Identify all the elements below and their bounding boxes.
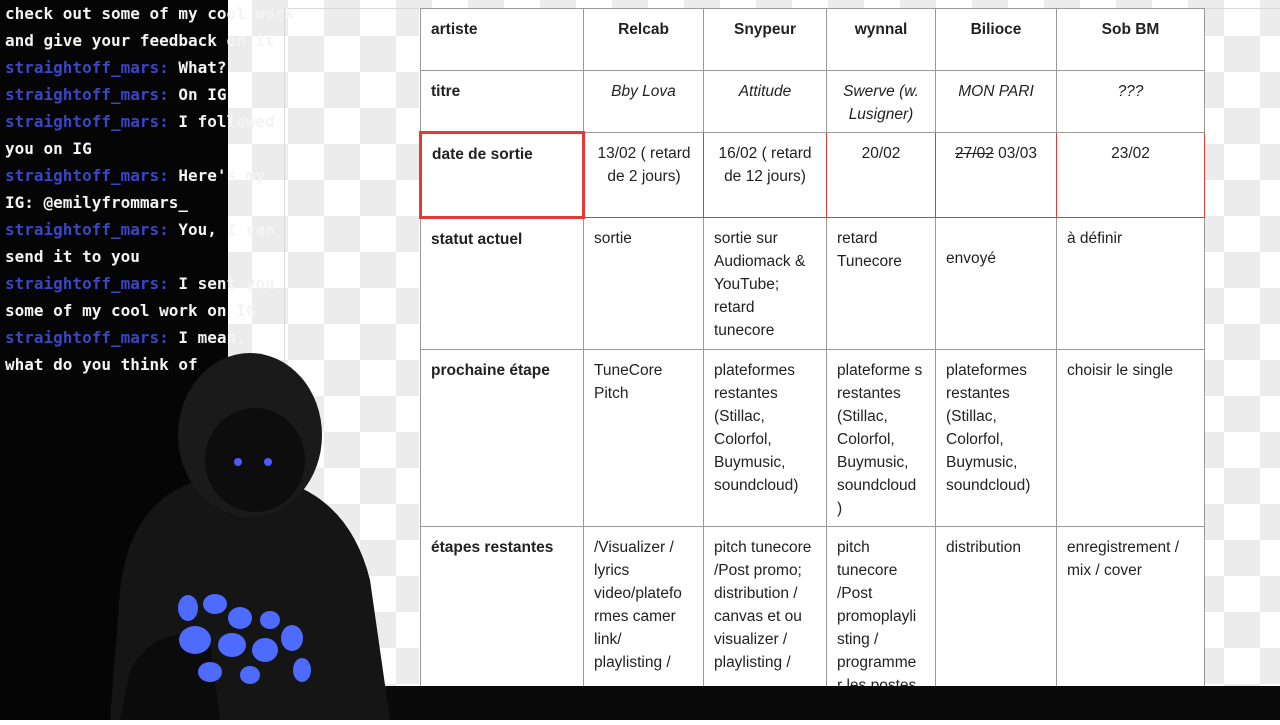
chat-text: I mean,: [168, 328, 246, 347]
table-cell[interactable]: ???: [1057, 71, 1205, 133]
chat-message: send it to you: [5, 247, 140, 266]
chat-username[interactable]: straightoff_mars:: [5, 58, 169, 77]
chat-message: what do you think of: [5, 355, 198, 374]
webcam-feed: [70, 340, 400, 720]
table-cell[interactable]: plateformes restantes (Stillac, Colorfol, Buymusic, soundcloud): [936, 350, 1057, 527]
chat-username[interactable]: straightoff_mars:: [5, 220, 169, 239]
table-row-date-de-sortie: [421, 133, 1205, 218]
chat-message: [0, 108, 350, 135]
chat-text: I sent you: [168, 274, 275, 293]
chat-text: You, I can: [168, 220, 275, 239]
header-cell-artiste[interactable]: artiste: [421, 9, 584, 71]
chat-username[interactable]: straightoff_mars:: [5, 274, 169, 293]
table-row-etapes-restantes: [421, 527, 1205, 704]
table-cell[interactable]: MON PARI: [936, 71, 1057, 133]
table-cell[interactable]: plateformes restantes (Stillac, Colorfol, Buymusic, soundcloud): [704, 350, 827, 527]
chat-message: some of my cool work on IG: [5, 301, 256, 320]
chat-username[interactable]: straightoff_mars:: [5, 112, 169, 131]
table-cell[interactable]: pitch tunecore /Post promoplayli sting / programme: [827, 527, 936, 704]
table-cell[interactable]: pitch tunecore /Post promo; distribution / canvas et ou visualizer / playlisting /: [704, 527, 827, 704]
table-cell[interactable]: 20/02: [827, 133, 936, 218]
table-cell[interactable]: enregistrement / mix / cover: [1057, 527, 1205, 704]
table-cell[interactable]: retard Tunecore: [827, 218, 936, 350]
table-cell[interactable]: 16/02 ( retard de 12 jours): [704, 133, 827, 218]
chat-text: On IG: [168, 85, 227, 104]
chat-message: you on IG: [5, 139, 92, 158]
new-date: 03/03: [993, 145, 1037, 162]
chat-message: and give your feedback on it: [5, 31, 275, 50]
table-cell[interactable]: 23/02: [1057, 133, 1205, 218]
table-cell[interactable]: Attitude: [704, 71, 827, 133]
row-label-prochaine-etape[interactable]: prochaine étape: [421, 350, 584, 527]
chat-overlay: [0, 0, 350, 380]
table-cell[interactable]: Swerve (w. Lusigner): [827, 71, 936, 133]
header-cell-relcab[interactable]: Relcab: [584, 9, 704, 71]
chat-text: What?: [168, 58, 227, 77]
table-cell[interactable]: choisir le single: [1057, 350, 1205, 527]
table-cell[interactable]: TuneCore Pitch: [584, 350, 704, 527]
row-label-titre[interactable]: titre: [421, 71, 584, 133]
table-cell[interactable]: envoyé: [936, 218, 1057, 350]
table-cell[interactable]: sortie: [584, 218, 704, 350]
row-label-statut-actuel[interactable]: statut actuel: [421, 218, 584, 350]
table-cell[interactable]: à définir: [1057, 218, 1205, 350]
table-row-statut-actuel: [421, 218, 1205, 350]
header-cell-sob-bm[interactable]: Sob BM: [1057, 9, 1205, 71]
header-cell-snypeur[interactable]: Snypeur: [704, 9, 827, 71]
chat-message: [0, 270, 350, 297]
spreadsheet: [419, 8, 1203, 685]
chat-message: IG: @emilyfrommars_: [5, 193, 189, 212]
chat-username[interactable]: straightoff_mars:: [5, 85, 169, 104]
table-row-prochaine-etape: [421, 350, 1205, 527]
streamer-silhouette: [70, 340, 400, 720]
chat-message: check out some of my cool work: [5, 4, 294, 23]
row-label-date-de-sortie[interactable]: date de sortie: [421, 133, 584, 218]
chat-text: Here's my: [168, 166, 266, 185]
table-cell[interactable]: plateforme s restantes (Stillac, Colorfol, Buymusic, soundcloud ): [827, 350, 936, 527]
header-cell-wynnal[interactable]: wynnal: [827, 9, 936, 71]
chat-username[interactable]: straightoff_mars:: [5, 166, 169, 185]
release-table: [419, 8, 1205, 704]
table-cell[interactable]: sortie sur Audiomack & YouTube; retard tunecore: [704, 218, 827, 350]
row-label-etapes-restantes[interactable]: étapes restantes: [421, 527, 584, 704]
table-cell[interactable]: /Visualizer / lyrics video/platefo rmes camer link/ playlisting /: [584, 527, 704, 704]
bottom-bar: [380, 686, 1280, 720]
struck-date: 27/02: [955, 145, 994, 162]
table-cell[interactable]: distribution: [936, 527, 1057, 704]
table-cell[interactable]: 13/02 ( retard de 2 jours): [584, 133, 704, 218]
chat-message: [0, 216, 350, 243]
chat-username[interactable]: straightoff_mars:: [5, 328, 169, 347]
header-row: [421, 9, 1205, 71]
chat-message: [0, 162, 350, 189]
table-cell[interactable]: Bby Lova: [584, 71, 704, 133]
chat-text: I followed: [168, 112, 275, 131]
chat-message: [0, 81, 350, 108]
chat-message: [0, 54, 350, 81]
header-cell-bilioce[interactable]: Bilioce: [936, 9, 1057, 71]
table-cell-bilioce-date[interactable]: [936, 133, 1057, 218]
table-row-titre: [421, 71, 1205, 133]
